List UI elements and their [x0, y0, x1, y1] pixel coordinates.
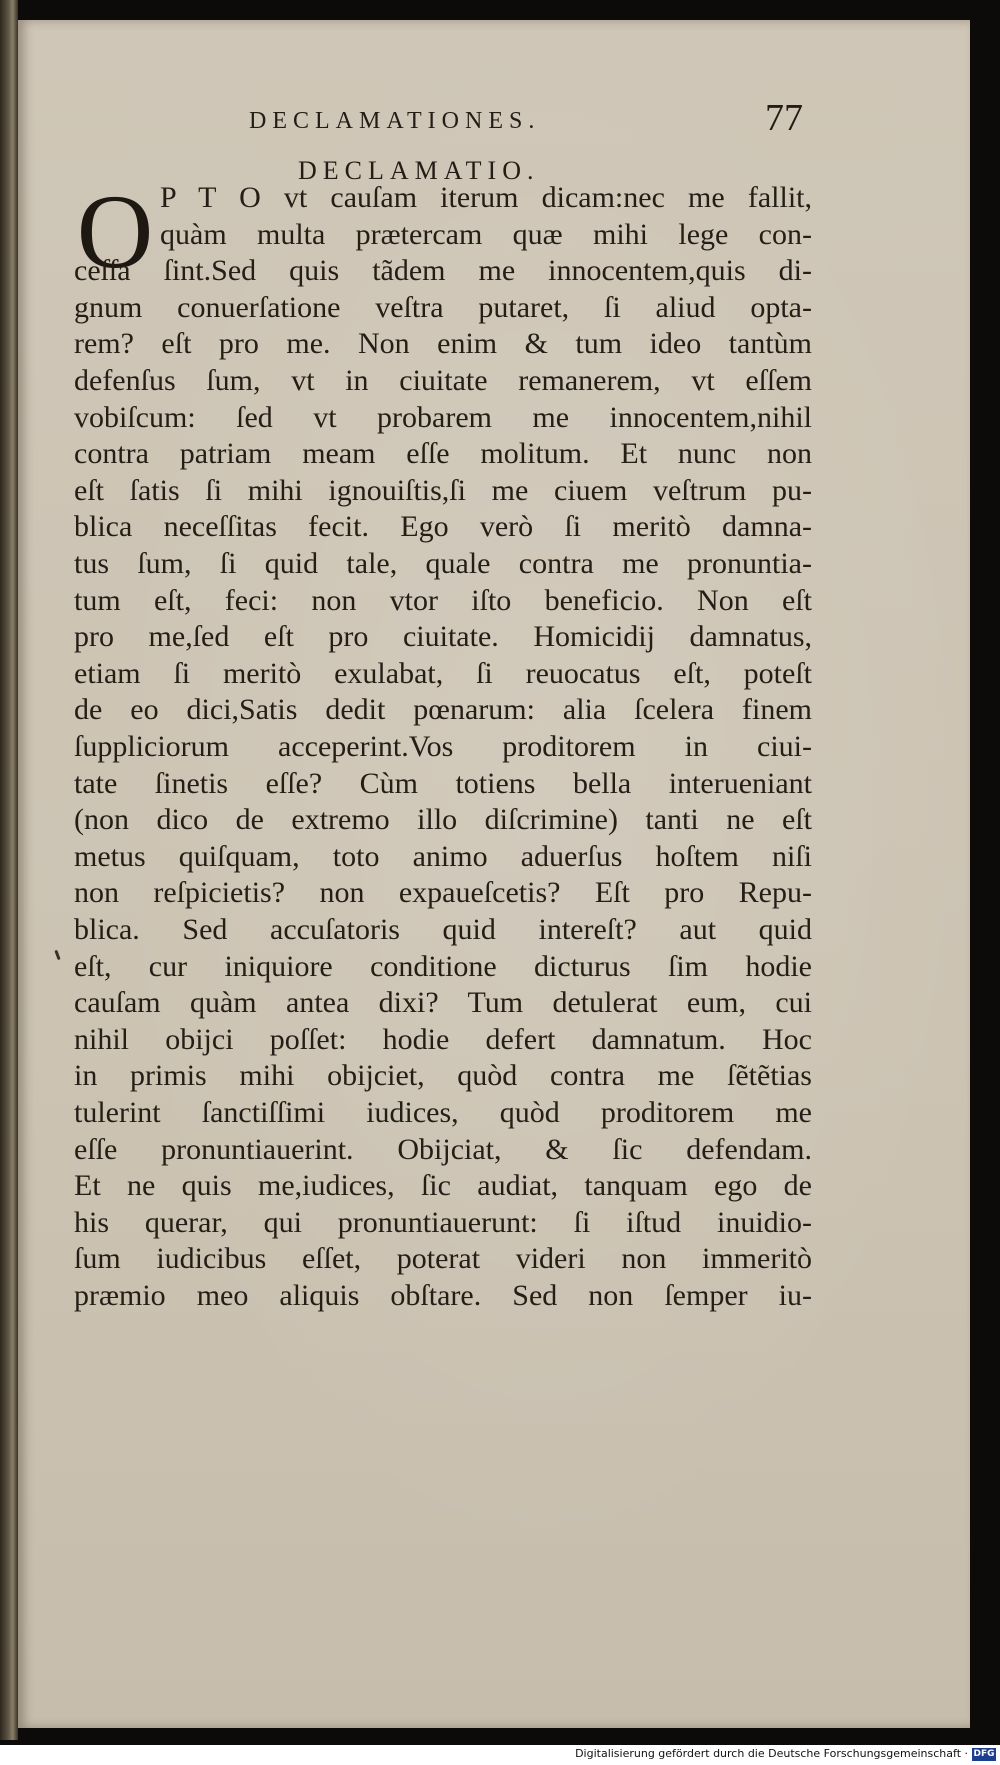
text-line: rem? eſt pro me. Non enim & tum ideo tantùm — [74, 327, 812, 361]
text-line: ſuppliciorum acceperint.Vos proditorem in ciui- — [74, 730, 812, 763]
book-page — [18, 20, 970, 1728]
text-line: tulerint ſanctiſſimi iudices, quòd proditorem me — [74, 1096, 812, 1129]
text-line: his querar, qui pronuntiauerunt: ſi iſtud inuidio- — [74, 1205, 812, 1239]
dfg-logo: DFG — [973, 1749, 995, 1759]
footer-credit: Digitalisierung gefördert durch die Deutsche Forschungsgemeinschaft · — [575, 1747, 968, 1760]
text-line: tus ſum, ſi quid tale, quale contra me pronuntia- — [74, 547, 812, 580]
text-line: (non dico de extremo illo diſcrimine) tanti ne eſt — [74, 803, 812, 837]
text-line: cauſam quàm antea dixi? Tum detulerat eum, cui — [74, 986, 812, 1020]
text-line: contra patriam meam eſſe molitum. Et nunc non — [74, 437, 812, 471]
text-line: blica. Sed accuſatoris quid intereſt? aut quid — [74, 913, 812, 946]
text-line: blica neceſſitas fecit. Ego verò ſi meritò damna- — [74, 510, 812, 544]
text-line: præmio meo aliquis obſtare. Sed non ſemper iu- — [74, 1279, 812, 1312]
text-line: ſum iudicibus eſſet, poterat videri non immeritò — [74, 1242, 812, 1276]
page-number: 77 — [765, 97, 803, 139]
text-line: eſſe pronuntiauerint. Obijciat, & ſic defendam. — [74, 1132, 812, 1166]
text-line: in primis mihi obijciet, quòd contra me ſẽtẽtias — [74, 1059, 812, 1093]
text-line: vobiſcum: ſed vt probarem me innocentem,nihil — [74, 400, 812, 434]
book-spine — [0, 0, 18, 1740]
text-line: pro me,ſed eſt pro ciuitate. Homicidij damnatus, — [74, 620, 812, 654]
text-line: eſt, cur iniquiore conditione dicturus ſim hodie — [74, 949, 812, 983]
drop-initial: O — [76, 173, 154, 290]
text-line: etiam ſi meritò exulabat, ſi reuocatus eſt, poteſt — [74, 656, 812, 690]
text-line: tum eſt, feci: non vtor iſto beneficio. Non eſt — [74, 583, 812, 617]
ink-mark — [54, 950, 60, 960]
text-line: P T O vt cauſam iterum dicam:nec me fallit, — [160, 181, 812, 214]
text-line: defenſus ſum, vt in ciuitate remanerem, vt eſſem — [74, 364, 812, 397]
text-line: Et ne quis me,iudices, ſic audiat, tanquam ego de — [74, 1169, 812, 1203]
text-line: ceſſa ſint.Sed quis tãdem me innocentem,quis di- — [74, 254, 812, 288]
text-line: gnum conuerſatione veſtra putaret, ſi aliud opta- — [74, 290, 812, 324]
running-head: DECLAMATIONES. — [249, 108, 541, 134]
section-title: DECLAMATIO. — [298, 156, 540, 185]
text-line: non reſpicietis? non expaueſcetis? Eſt pro Repu- — [74, 876, 812, 910]
text-line: eſt ſatis ſi mihi ignouiſtis,ſi me ciuem veſtrum pu- — [74, 473, 812, 507]
page-header — [223, 82, 833, 142]
text-line: metus quiſquam, toto animo aduerſus hoſtem niſi — [74, 839, 812, 873]
text-line: quàm multa prætercam quæ mihi lege con- — [160, 217, 812, 251]
text-line: nihil obijci poſſet: hodie defert damnatum. Hoc — [74, 1022, 812, 1056]
text-line: de eo dici,Satis dedit pœnarum: alia ſcelera finem — [74, 693, 812, 727]
footer-bar — [0, 1745, 1000, 1765]
text-line: tate ſinetis eſſe? Cùm totiens bella interueniant — [74, 766, 812, 800]
